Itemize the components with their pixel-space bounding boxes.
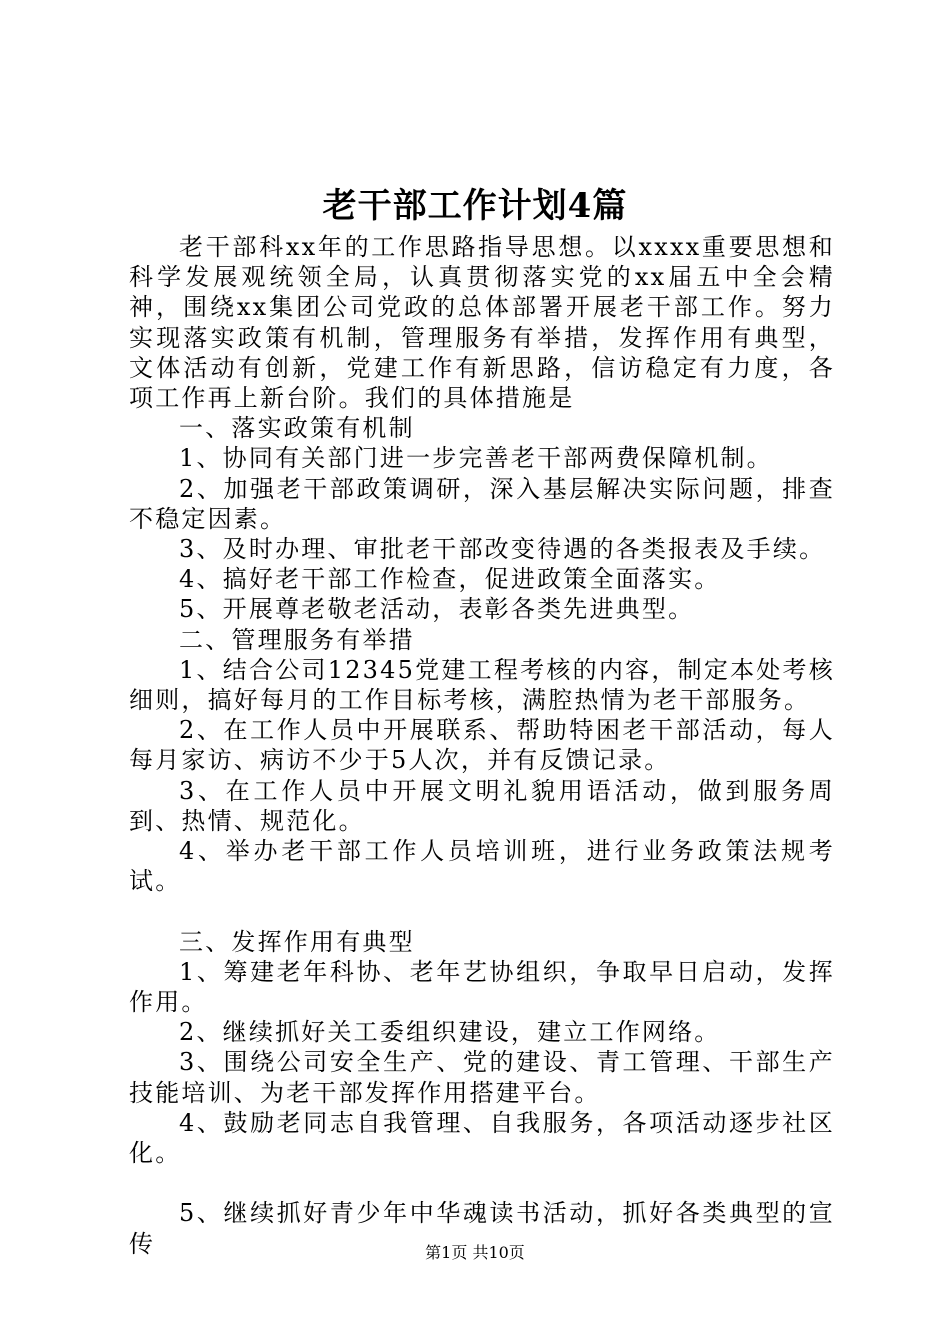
list-item: 3、及时办理、审批老干部改变待遇的各类报表及手续。: [179, 535, 826, 564]
section-heading-1: 一、落实政策有机制: [179, 414, 415, 443]
blank-line: [129, 896, 835, 926]
list-item: 4、鼓励老同志自我管理、自我服务，各项活动逐步社区化。: [129, 1108, 835, 1168]
list-item: 1、协同有关部门进一步完善老干部两费保障机制。: [179, 444, 773, 473]
list-item: 2、继续抓好关工委组织建设，建立工作网络。: [179, 1018, 721, 1047]
list-item: 3、围绕公司安全生产、党的建设、青工管理、干部生产技能培训、为老干部发挥作用搭建平台。: [129, 1048, 835, 1107]
page-footer: 第1页 共10页: [425, 1243, 525, 1262]
list-item: 5、开展尊老敬老活动，表彰各类先进典型。: [179, 595, 695, 624]
section-heading-2: 二、管理服务有举措: [179, 625, 415, 654]
list-item: 1、筹建老年科协、老年艺协组织，争取早日启动，发挥作用。: [129, 957, 835, 1017]
document-title: 老干部工作计划4篇: [322, 186, 628, 226]
list-item: 5、继续抓好青少年中华魂读书活动，抓好各类典型的宣传: [129, 1199, 835, 1258]
list-item: 1、结合公司12345党建工程考核的内容，制定本处考核细则，搞好每月的工作目标考核，满腔热情为老干部服务。: [129, 655, 835, 715]
list-item: 4、搞好老干部工作检查，促进政策全面落实。: [179, 565, 721, 594]
list-item: 3、在工作人员中开展文明礼貌用语活动，做到服务周到、热情、规范化。: [129, 776, 835, 835]
list-item: 2、加强老干部政策调研，深入基层解决实际问题，排查不稳定因素。: [129, 474, 835, 533]
blank-line: [129, 1168, 835, 1198]
list-item: 2、在工作人员中开展联系、帮助特困老干部活动，每人每月家访、病访不少于5人次，并有反馈记录。: [129, 716, 835, 775]
paragraph-intro: 老干部科xx年的工作思路指导思想。以xxxx重要思想和科学发展观统领全局，认真贯彻落实党的xx届五中全会精神，围绕xx集团公司党政的总体部署开展老干部工作。努力实现落实政策有机制，管理服务有举措，发挥作用有典型，文体活动有创新，党建工作有新思路，信访稳定有力度，各项工作再上新台阶。我们的具体措施是: [129, 233, 835, 413]
section-heading-3: 三、发挥作用有典型: [179, 927, 415, 956]
document-body: [129, 232, 835, 1259]
list-item: 4、举办老干部工作人员培训班，进行业务政策法规考试。: [129, 837, 835, 896]
